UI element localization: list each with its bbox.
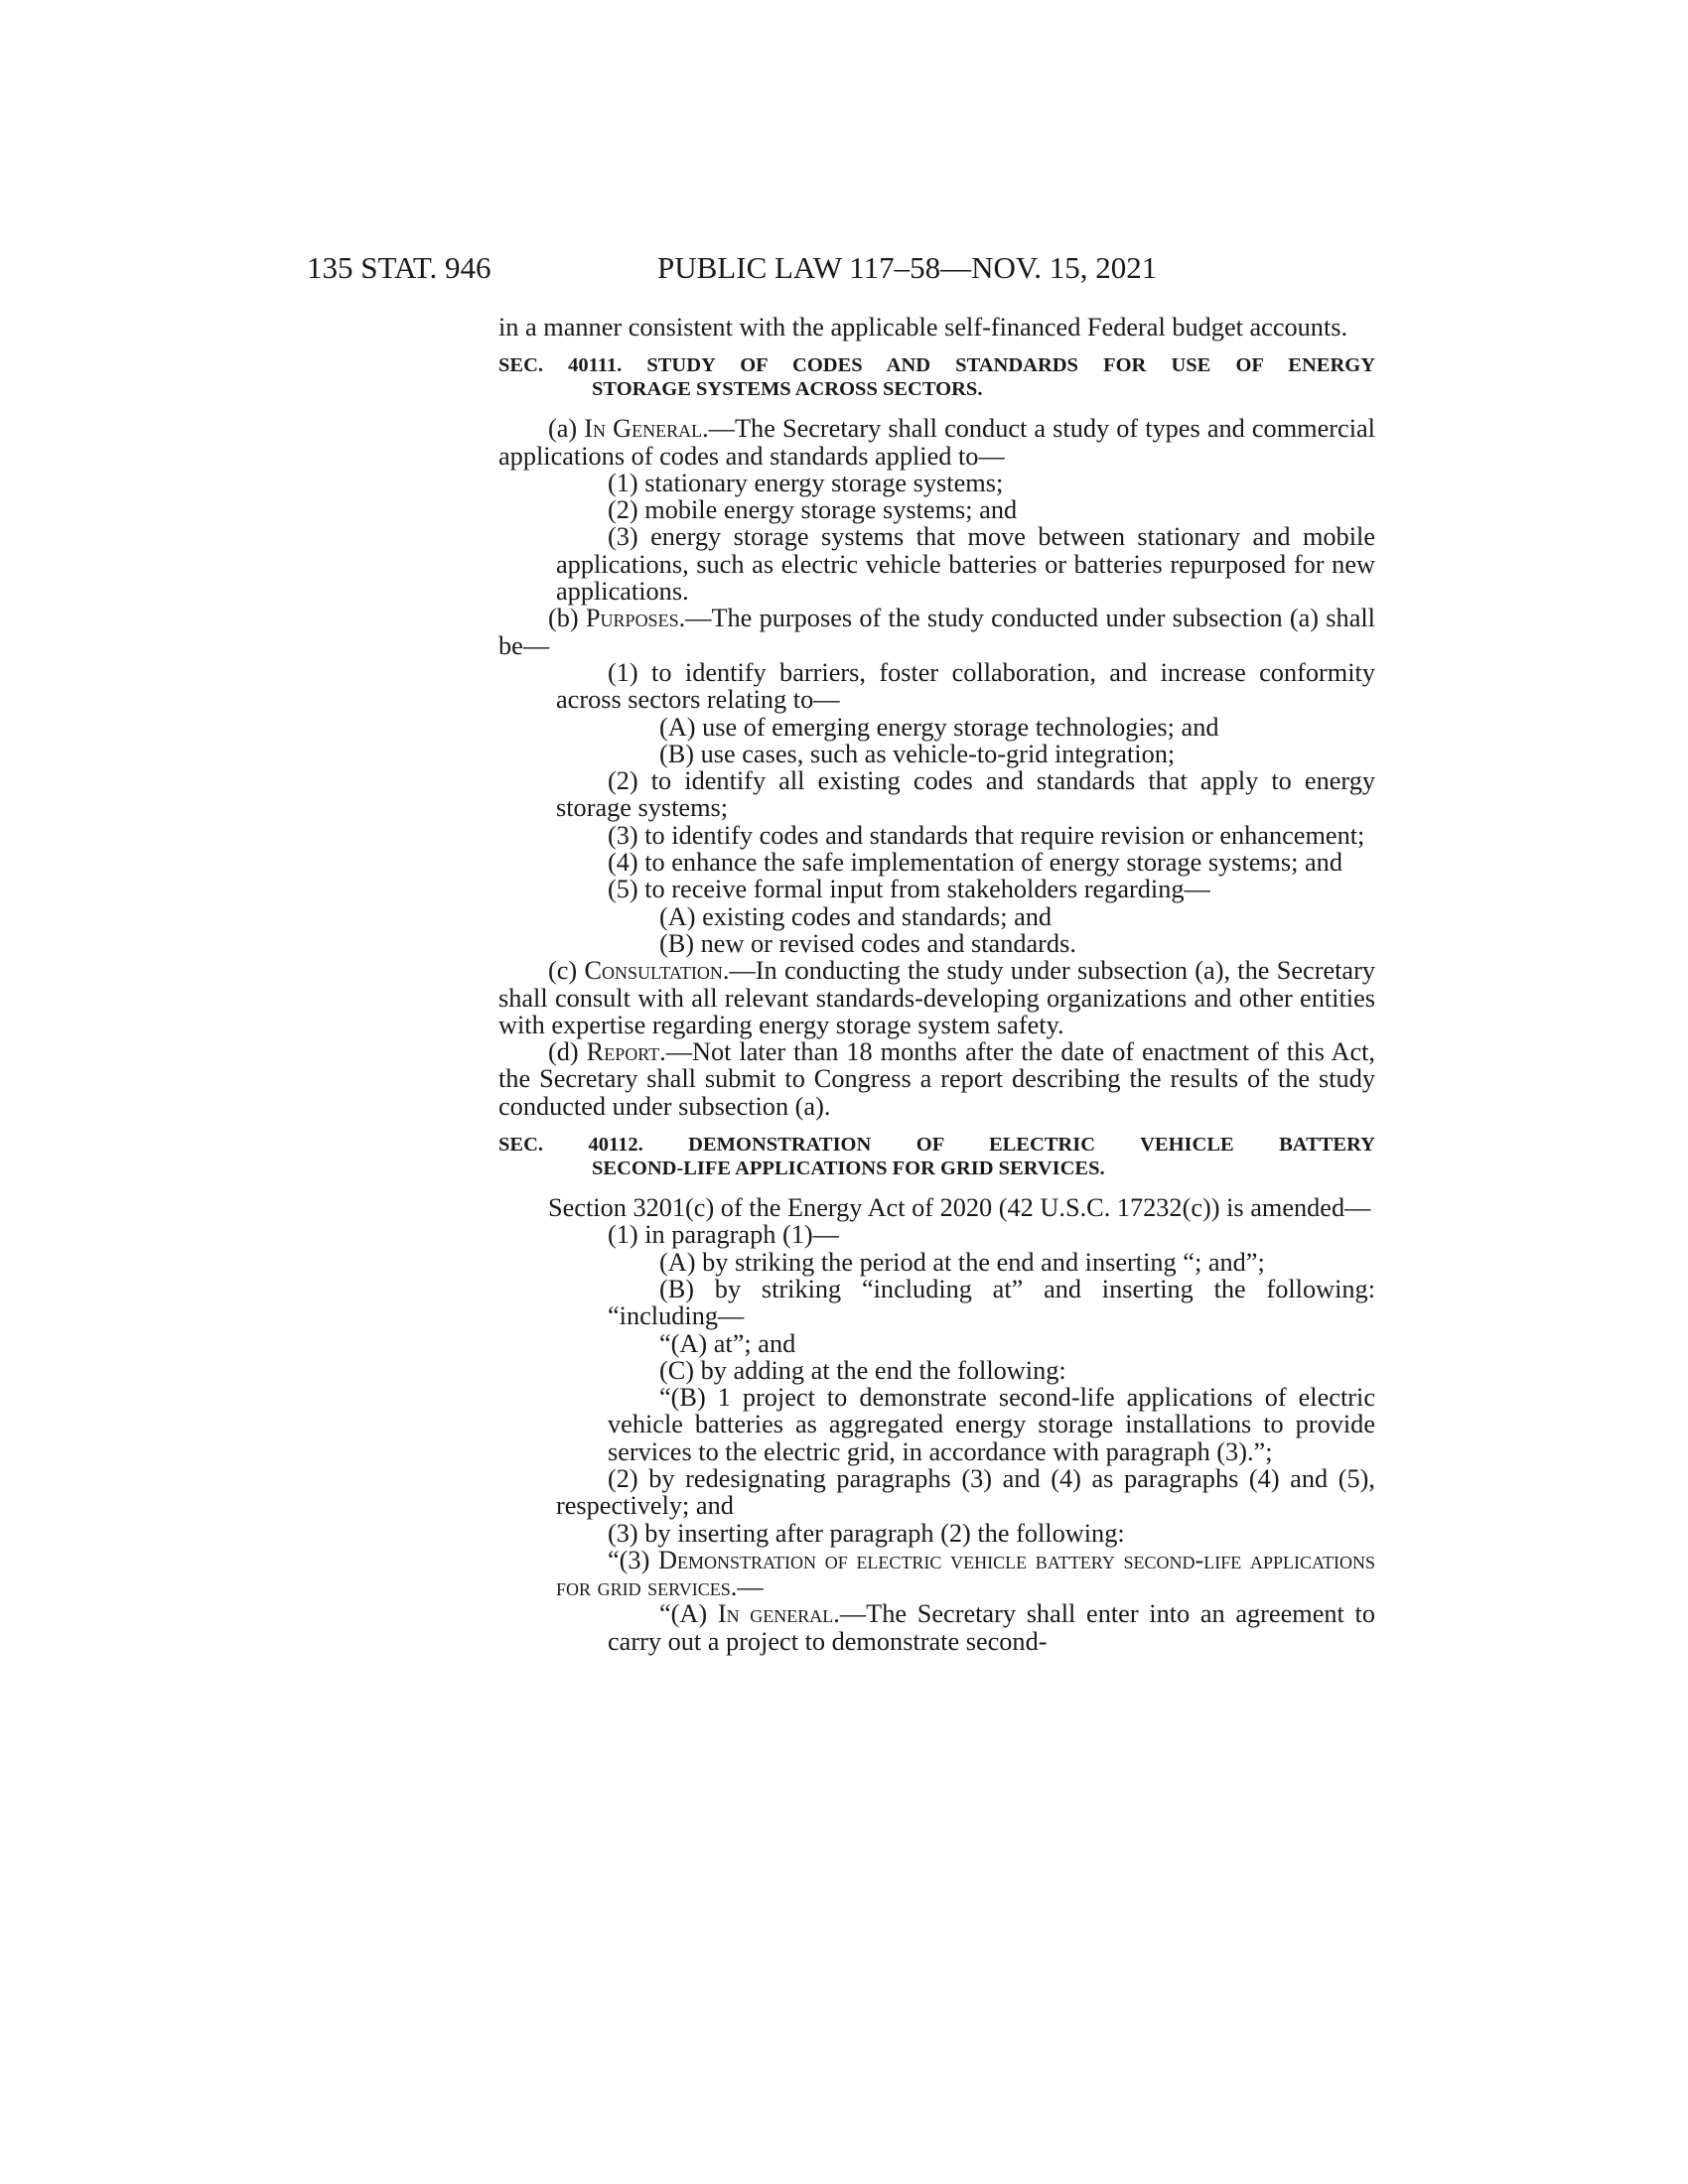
subsection-caption: Report bbox=[586, 1037, 660, 1067]
subsection-label: (c) bbox=[548, 956, 585, 986]
paragraph-b1: (1) to identify barriers, foster collaboration, and increase conformity across sectors relating to— bbox=[556, 657, 1375, 715]
amendment-1A: (A) by striking the period at the end and inserting “; and”; bbox=[659, 1247, 1265, 1277]
subsection-label: (d) bbox=[548, 1037, 587, 1067]
section-heading-line: SEC. 40111. STUDY OF CODES AND STANDARDS FOR USE OF ENERGY bbox=[498, 354, 1375, 377]
section-intro: Section 3201(c) of the Energy Act of 2020 (42 U.S.C. 17232(c)) is amended— bbox=[548, 1193, 1371, 1223]
subsection-d bbox=[498, 1038, 1375, 1120]
subparagraph-b5B: (B) new or revised codes and standards. bbox=[659, 928, 1076, 958]
stat-citation: 135 STAT. 946 bbox=[307, 250, 492, 285]
subsection-label: (b) bbox=[548, 604, 586, 633]
subsection-label: (a) bbox=[548, 414, 585, 444]
paragraph-b2: (2) to identify all existing codes and standards that apply to energy storage systems; bbox=[556, 766, 1375, 823]
amendment-1: (1) in paragraph (1)— bbox=[608, 1220, 839, 1250]
public-law-citation: PUBLIC LAW 117–58—NOV. 15, 2021 bbox=[657, 250, 1158, 285]
quoted-text-1C: “(B) 1 project to demonstrate second-life applications of electric vehicle batteries as aggregated energy storage installations to provide services to the electric grid, in accordance with paragraph (3).”; bbox=[608, 1383, 1375, 1466]
quoted-caption: Demonstration of electric vehicle battery second-life applications for grid services bbox=[556, 1545, 1375, 1602]
quoted-dash: .— bbox=[730, 1572, 764, 1602]
subsection-caption: Consultation bbox=[584, 956, 723, 986]
paragraph-a2: (2) mobile energy storage systems; and bbox=[608, 495, 1018, 525]
subsection-text: .—Not later than 18 months after the date of enactment of this Act, the Secretary shall submit to Congress a report describing the results of the study conducted under subsection (a). bbox=[498, 1037, 1375, 1121]
body-text bbox=[498, 314, 1375, 1655]
paragraph-a1: (1) stationary energy storage systems; bbox=[608, 468, 1004, 497]
amendment-2: (2) by redesignating paragraphs (3) and (4) as paragraphs (4) and (5), respectively; and bbox=[556, 1463, 1375, 1521]
subparagraph-b1B: (B) use cases, such as vehicle-to-grid integration; bbox=[659, 739, 1176, 768]
section-40111-heading bbox=[498, 353, 1375, 401]
quoted-label: “(A) bbox=[659, 1599, 718, 1629]
quoted-caption: In general bbox=[717, 1599, 834, 1629]
subsection-text: .—The purposes of the study conducted under subsection (a) shall be— bbox=[498, 604, 1375, 660]
subparagraph-b1A: (A) use of emerging energy storage technologies; and bbox=[659, 712, 1219, 742]
section-heading-line: STORAGE SYSTEMS ACROSS SECTORS. bbox=[592, 378, 983, 401]
quoted-subparagraph-3A bbox=[498, 1600, 1375, 1655]
quoted-text: .—The Secretary shall enter into an agreement to carry out a project to demonstrate second- bbox=[608, 1599, 1375, 1656]
subsection-a bbox=[498, 415, 1375, 470]
subsection-caption: Purposes bbox=[585, 604, 679, 633]
section-heading-line: SEC. 40112. DEMONSTRATION OF ELECTRIC VEHICLE BATTERY bbox=[498, 1134, 1375, 1157]
quoted-paragraph-3 bbox=[498, 1547, 1375, 1601]
paragraph-a3: (3) energy storage systems that move between stationary and mobile applications, such as electric vehicle batteries or batteries repurposed for new applications. bbox=[556, 522, 1375, 607]
section-40112-heading bbox=[498, 1133, 1375, 1180]
subsection-c bbox=[498, 957, 1375, 1038]
section-heading-line: SECOND-LIFE APPLICATIONS FOR GRID SERVICES. bbox=[592, 1158, 1105, 1180]
subsection-caption: In General bbox=[584, 414, 703, 444]
quoted-label: “(3) bbox=[608, 1545, 659, 1574]
subparagraph-b5A: (A) existing codes and standards; and bbox=[659, 901, 1053, 931]
paragraph-b4: (4) to enhance the safe implementation of energy storage systems; and bbox=[608, 848, 1342, 878]
paragraph-b5: (5) to receive formal input from stakeholders regarding— bbox=[608, 875, 1210, 904]
amendment-1B: (B) by striking “including at” and inserting the following: “including— bbox=[608, 1274, 1375, 1331]
paragraph-b3: (3) to identify codes and standards that require revision or enhancement; bbox=[608, 820, 1365, 850]
subsection-text: .—The Secretary shall conduct a study of types and commercial applications of codes and standards applied to— bbox=[498, 414, 1375, 471]
continuation-paragraph: in a manner consistent with the applicable self-financed Federal budget accounts. bbox=[498, 313, 1348, 341]
amendment-3: (3) by inserting after paragraph (2) the following: bbox=[608, 1518, 1125, 1548]
running-head bbox=[0, 248, 1688, 288]
subsection-text: .—In conducting the study under subsection (a), the Secretary shall consult with all relevant standards-developing organizations and other entities with expertise regarding energy storage system safety. bbox=[498, 956, 1376, 1039]
amendment-1C: (C) by adding at the end the following: bbox=[659, 1355, 1066, 1385]
subsection-b bbox=[498, 605, 1375, 659]
quoted-text-1B: “(A) at”; and bbox=[659, 1328, 796, 1358]
